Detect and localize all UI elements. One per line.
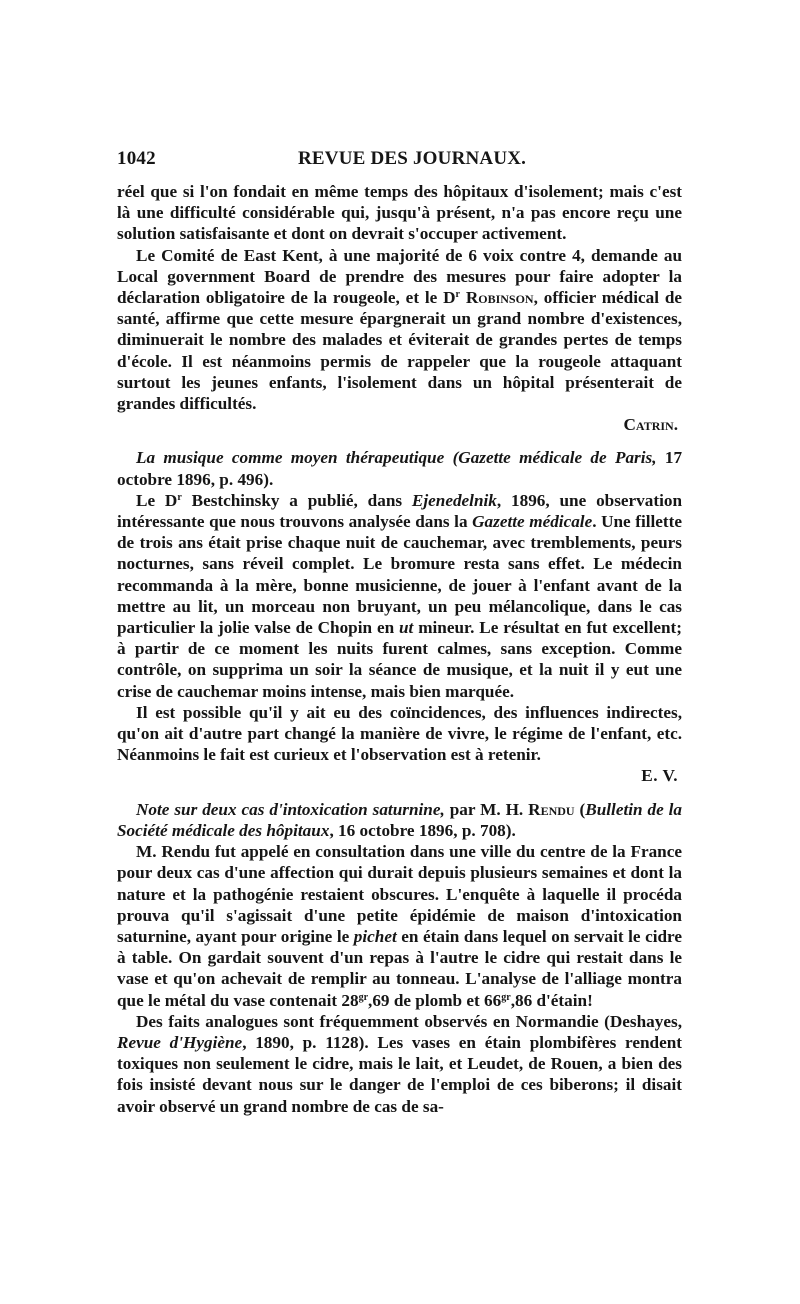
article2-title: La musique comme moyen thérapeutique (136, 448, 445, 468)
article1-continuation: réel que si l'on fondait en même temps des hôpitaux d'isolement; mais c'est là une difficulté considérable qui, jusqu'à présent, n'a pas encore reçu une solution satisfaisante et dont on devrait s'occuper activement. (117, 182, 682, 244)
section-gap (117, 787, 682, 799)
author-name: Robinson (465, 288, 534, 308)
running-title: REVUE DES JOURNAUX. (298, 148, 527, 169)
article3-title: Note sur deux cas d'intoxication saturnine, (136, 799, 445, 819)
section-gap (117, 435, 682, 447)
article2-date: 17 octobre 1896, p. 496). (117, 448, 683, 489)
article2-heading (117, 447, 682, 489)
article3-date: , 16 octobre 1896, p. 708). (329, 820, 516, 840)
body-text (117, 181, 682, 1117)
article3-source: Bulletin de la Société médicale des hôpitaux (117, 799, 683, 840)
author-name: Rendu (528, 799, 575, 819)
article1-signature: Catrin. (623, 415, 678, 435)
article2-source: (Gazette médicale de Paris, (452, 448, 657, 468)
page-header (117, 148, 682, 172)
article3-paragraph: Des faits analogues sont fréquemment observés en Normandie (Deshayes, Revue d'Hygiène, 1890, p. 1128). Les vases en étain plombifères rendent toxiques non seulement le cidre, mais le lait, et Leudet, de Rouen, a bien des fois insisté devant nous sur le danger de l'emploi de ces biberons; il disait avoir observé un grand nombre de cas de sa- (117, 1011, 682, 1116)
page-number: 1042 (117, 148, 156, 169)
article3-heading: Note sur deux cas d'intoxication saturnine, par M. H. Rendu (Bulletin de la Société médicale des hôpitaux, 16 octobre 1896, p. 708). (117, 799, 683, 840)
article3-paragraph: M. Rendu fut appelé en consultation dans une ville du centre de la France pour deux cas d'une affection qui durait depuis plusieurs semaines et dont la nature et la pathogénie restaient obscures. L'enquête à laquelle il procéda prouva qu'il s'agissait d'une petite épidémie de maison d'intoxication saturnine, ayant pour origine le pichet en étain dans lequel on servait le cidre à table. On gardait souvent d'un repas à l'autre le cidre qui restait dans le vase et qu'on achevait de remplir au tonneau. L'analyse de l'alliage montra que le métal du vase contenait $28^{gr},69$ de plomb et $66^{gr},86$ d'étain! (117, 842, 682, 1010)
article2-paragraph: Le $D^r$ Bestchinsky a publié, dans Ejenedelnik, 1896, une observation intéressante que nous trouvons analysée dans la Gazette médicale. Une fillette de trois ans était prise chaque nuit de cauchemar, avec tremblements, peurs nocturnes, sans réveil complet. Le bromure resta sans effet. Le médecin recommanda à la mère, bonne musicienne, de jouer à l'enfant avant de la mettre au lit, un morceau non bruyant, un peu mélancolique, dans le cas particulier la jolie valse de Chopin en ut mineur. Le résultat en fut excellent; à partir de ce moment les nuits furent calmes, sans exception. Comme contrôle, on supprima un soir la séance de musique, et la nuit il y eut une crise de cauchemar moins intense, mais bien marquée. (117, 490, 683, 701)
article1-paragraph: Le Comité de East Kent, à une majorité de 6 voix contre 4, demande au Local government Board de prendre des mesures pour faire adopter la déclaration obligatoire de la rougeole, et le $D^r$ Robinson, officier médical de santé, affirme que cette mesure épargnerait un grand nombre d'existences, diminuerait le nombre des malades et éviterait de grandes pertes de temps d'école. Il est néanmoins permis de rappeler que la rougeole attaquant surtout les jeunes enfants, l'isolement dans un hôpital présenterait de grandes difficultés. (117, 245, 683, 414)
article2-paragraph: Il est possible qu'il y ait eu des coïncidences, des influences indirectes, qu'on ait d'autre part changé la manière de vivre, le régime de l'enfant, etc. Néanmoins le fait est curieux et l'observation est à retenir. (117, 702, 682, 765)
article2-signature: E. V. (641, 766, 678, 786)
